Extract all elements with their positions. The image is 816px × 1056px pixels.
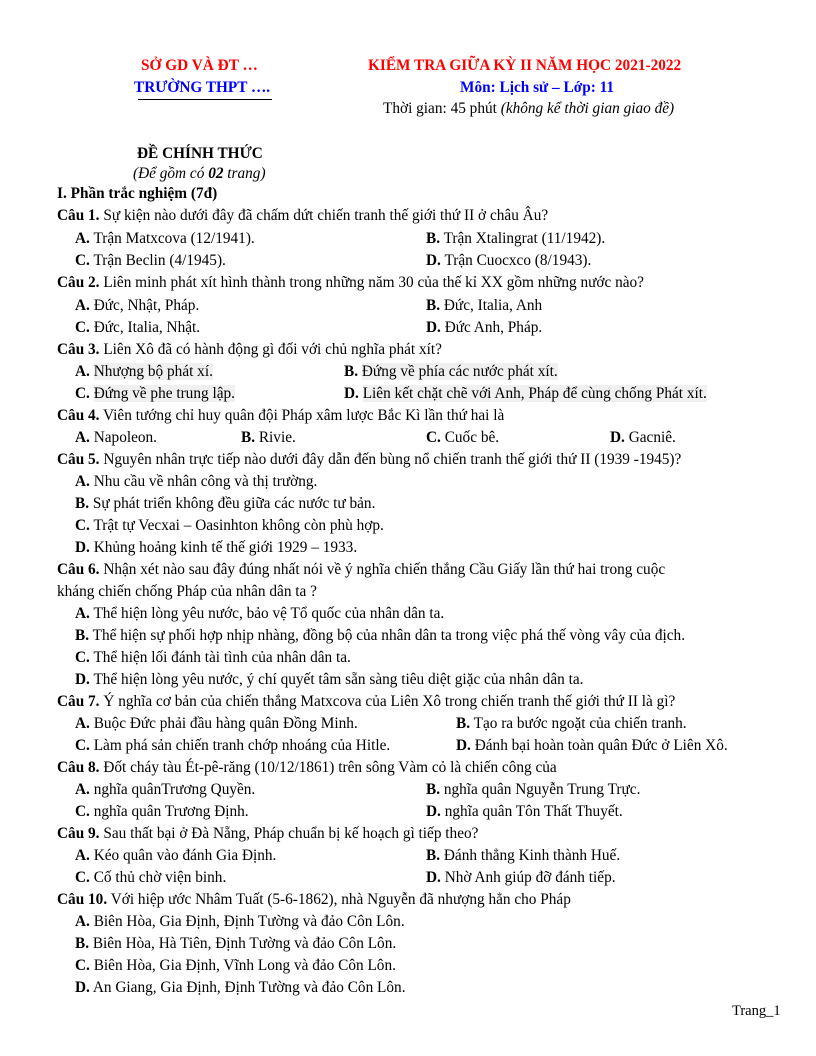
option-text: Napoleon. [93, 429, 157, 446]
option-label: B. [456, 715, 471, 732]
option-label: D. [75, 671, 90, 688]
question-text: Nhận xét nào sau đây đúng nhất nói về ý nghĩa chiến thắng Cầu Giấy lần thứ hai trong cuộc [99, 561, 666, 578]
question-8 [57, 757, 557, 779]
exam-time [383, 101, 674, 116]
option-label: A. [75, 429, 90, 446]
option-label: D. [75, 539, 90, 556]
question-9 [57, 823, 478, 845]
option-text: Cuốc bê. [444, 429, 500, 446]
q4-option-a [75, 427, 157, 449]
question-text: Viên tướng chỉ huy quân đội Pháp xâm lược Bắc Kì lần thứ hai là [99, 407, 505, 424]
option-text: Đức Anh, Pháp. [444, 319, 543, 336]
option-text: Liên kết chặt chẽ với Anh, Pháp để cùng chống Phát xít. [362, 385, 707, 402]
exam-subject: Môn: Lịch sử – Lớp: 11 [460, 79, 615, 96]
q7-option-b [456, 713, 687, 735]
department-name: SỞ GD VÀ ĐT … [141, 57, 258, 74]
option-label: A. [75, 230, 90, 247]
option-label: D. [426, 869, 441, 886]
question-4 [57, 405, 504, 427]
exam-title: KIỂM TRA GIỮA KỲ II NĂM HỌC 2021-2022 [368, 57, 682, 74]
q8-option-d [426, 801, 623, 823]
question-1 [57, 205, 548, 227]
option-text: Đức, Italia, Anh [443, 297, 543, 314]
question-label: Câu 5. [57, 451, 100, 468]
option-text: Buộc Đức phải đầu hàng quân Đồng Minh. [93, 715, 358, 732]
option-text: Đánh thẳng Kinh thành Huế. [443, 847, 621, 864]
q8-option-a [75, 779, 255, 801]
option-label: C. [75, 869, 90, 886]
q6-option-a [75, 603, 444, 625]
question-3 [57, 339, 442, 361]
question-text: Liên Xô đã có hành động gì đối với chủ nghĩa phát xít? [99, 341, 442, 358]
option-label: D. [426, 252, 441, 269]
option-text: Khủng hoảng kinh tế thế giới 1929 – 1933. [93, 539, 358, 556]
option-label: C. [75, 517, 90, 534]
option-text: Thể hiện lòng yêu nước, bảo vệ Tổ quốc của nhân dân ta. [93, 605, 445, 622]
school-name: TRƯỜNG THPT …. [134, 79, 271, 96]
question-text: Liên minh phát xít hình thành trong những năm 30 của thế kỉ XX gồm những nước nào? [99, 274, 644, 291]
option-label: B. [426, 297, 441, 314]
option-text: Nhu cầu về nhân công và thị trường. [93, 473, 318, 490]
option-label: B. [75, 627, 90, 644]
option-label: B. [241, 429, 256, 446]
option-text: Nhượng bộ phát xí. [93, 363, 213, 380]
option-text: Đức, Nhật, Pháp. [93, 297, 200, 314]
option-text: nghĩa quân Trương Định. [93, 803, 249, 820]
q5-option-b [75, 493, 375, 515]
section-title: I. Phần trắc nghiệm (7đ) [57, 185, 218, 202]
page-count-pre: (Để gồm có [133, 165, 209, 182]
official-label: ĐỀ CHÍNH THỨC [137, 145, 263, 162]
q6-option-b [75, 625, 685, 647]
option-label: B. [75, 935, 90, 952]
option-text: Trận Xtalingrat (11/1942). [443, 230, 606, 247]
question-label: Câu 3. [57, 341, 100, 358]
option-label: A. [75, 473, 90, 490]
option-text: An Giang, Gia Định, Định Tường và đảo Côn Lôn. [92, 979, 406, 996]
option-text: Đứng về phía các nước phát xít. [361, 363, 558, 380]
exam-time-note: (không kể thời gian giao đề) [500, 100, 675, 117]
q7-option-d [456, 735, 728, 757]
question-text: Sự kiện nào dưới đây đã chấm dứt chiến tranh thế giới thứ II ở châu Âu? [99, 207, 549, 224]
option-text: Trận Cuocxco (8/1943). [444, 252, 592, 269]
question-label: Câu 9. [57, 825, 100, 842]
question-label: Câu 2. [57, 274, 100, 291]
question-text: Sau thất bại ở Đà Nẵng, Pháp chuẩn bị kế hoạch gì tiếp theo? [99, 825, 479, 842]
question-label: Câu 8. [57, 759, 100, 776]
q1-option-a [75, 228, 255, 250]
exam-time-label: Thời gian: 45 phút [383, 100, 497, 117]
option-label: D. [610, 429, 625, 446]
q7-option-a [75, 713, 358, 735]
q3-option-a [75, 361, 213, 383]
option-text: Đánh bại hoàn toàn quân Đức ở Liên Xô. [474, 737, 728, 754]
question-label: Câu 6. [57, 561, 100, 578]
q9-option-c [75, 867, 226, 889]
option-text: Đứng về phe trung lập. [93, 385, 235, 402]
q5-option-c [75, 515, 384, 537]
q3-option-c [75, 383, 235, 405]
option-text: Biên Hòa, Gia Định, Định Tường và đảo Côn Lôn. [93, 913, 405, 930]
question-label: Câu 10. [57, 891, 108, 908]
question-label: Câu 4. [57, 407, 100, 424]
option-text: Cố thủ chờ viện binh. [93, 869, 227, 886]
option-label: B. [344, 363, 359, 380]
question-6 [57, 559, 665, 581]
option-text: Làm phá sản chiến tranh chớp nhoáng của Hitle. [93, 737, 391, 754]
header-underline [138, 99, 272, 100]
option-label: D. [426, 803, 441, 820]
q2-option-a [75, 295, 199, 317]
option-label: C. [75, 737, 90, 754]
option-label: A. [75, 847, 90, 864]
option-label: A. [75, 781, 90, 798]
q2-option-d [426, 317, 542, 339]
q5-option-a [75, 471, 317, 493]
option-text: Đức, Italia, Nhật. [93, 319, 201, 336]
q9-option-d [426, 867, 616, 889]
option-label: B. [426, 230, 441, 247]
question-text: Nguyên nhân trực tiếp nào dưới đây dẫn đến bùng nổ chiến tranh thế giới thứ II (1939 -1945)? [99, 451, 682, 468]
option-label: C. [75, 649, 90, 666]
option-text: Nhờ Anh giúp đỡ đánh tiếp. [444, 869, 616, 886]
option-label: D. [75, 979, 90, 996]
q10-option-c [75, 955, 396, 977]
option-text: nghĩa quân Nguyễn Trung Trực. [443, 781, 641, 798]
option-label: C. [426, 429, 441, 446]
option-label: D. [456, 737, 471, 754]
page-count-post: trang) [223, 165, 266, 182]
option-text: Trận Beclin (4/1945). [93, 252, 226, 269]
option-text: Biên Hòa, Hà Tiên, Định Tường và đảo Côn Lôn. [92, 935, 397, 952]
q4-option-d [610, 427, 676, 449]
option-label: C. [75, 957, 90, 974]
page-number: Trang_1 [732, 1003, 781, 1019]
q3-option-b [344, 361, 558, 383]
option-label: A. [75, 363, 90, 380]
question-label: Câu 1. [57, 207, 100, 224]
option-text: nghĩa quân Tôn Thất Thuyết. [444, 803, 623, 820]
question-2 [57, 272, 644, 294]
option-label: A. [75, 297, 90, 314]
q1-option-c [75, 250, 226, 272]
q2-option-c [75, 317, 200, 339]
question-10 [57, 889, 571, 911]
option-text: Thể hiện lối đánh tài tình của nhân dân ta. [93, 649, 351, 666]
option-text: Tạo ra bước ngoặt của chiến tranh. [473, 715, 687, 732]
q9-option-b [426, 845, 620, 867]
option-label: B. [426, 781, 441, 798]
option-text: Sự phát triển không đều giữa các nước tư bản. [92, 495, 376, 512]
option-label: B. [426, 847, 441, 864]
q6-option-c [75, 647, 351, 669]
page-count-number: 02 [208, 165, 224, 182]
option-label: C. [75, 252, 90, 269]
q3-option-d [344, 383, 707, 405]
question-label: Câu 7. [57, 693, 100, 710]
option-label: D. [344, 385, 359, 402]
q10-option-a [75, 911, 405, 933]
option-label: A. [75, 715, 90, 732]
q10-option-b [75, 933, 396, 955]
option-text: Rivie. [258, 429, 296, 446]
option-label: A. [75, 605, 90, 622]
option-text: Trận Matxcova (12/1941). [93, 230, 255, 247]
page-count-note [133, 166, 266, 181]
option-text: Trật tự Vecxai – Oasinhton không còn phù hợp. [93, 517, 384, 534]
q10-option-d [75, 977, 406, 999]
q8-option-b [426, 779, 640, 801]
q8-option-c [75, 801, 249, 823]
q6-option-d [75, 669, 583, 691]
question-7 [57, 691, 675, 713]
q7-option-c [75, 735, 390, 757]
q1-option-d [426, 250, 591, 272]
q4-option-b [241, 427, 296, 449]
question-5 [57, 449, 681, 471]
q2-option-b [426, 295, 542, 317]
question-6-continued: kháng chiến chống Pháp của nhân dân ta ? [57, 583, 317, 600]
option-text: Thể hiện lòng yêu nước, ý chí quyết tâm sẵn sàng tiêu diệt giặc của nhân dân ta. [93, 671, 584, 688]
option-text: nghĩa quânTrương Quyền. [93, 781, 256, 798]
question-text: Với hiệp ước Nhâm Tuất (5-6-1862), nhà Nguyễn đã nhượng hẳn cho Pháp [107, 891, 571, 908]
option-label: C. [75, 319, 90, 336]
option-text: Biên Hòa, Gia Định, Vĩnh Long và đảo Côn Lôn. [93, 957, 396, 974]
q9-option-a [75, 845, 276, 867]
option-text: Kéo quân vào đánh Gia Định. [93, 847, 277, 864]
option-text: Thể hiện sự phối hợp nhịp nhàng, đồng bộ của nhân dân ta trong việc phá thế vòng vây của địch. [92, 627, 686, 644]
option-label: B. [75, 495, 90, 512]
question-text: Đốt cháy tàu Ét-pê-răng (10/12/1861) trên sông Vàm cỏ là chiến công của [99, 759, 557, 776]
option-text: Gacniê. [628, 429, 676, 446]
q4-option-c [426, 427, 499, 449]
question-text: Ý nghĩa cơ bản của chiến thắng Matxcova của Liên Xô trong chiến tranh thế giới thứ II là gì? [99, 693, 676, 710]
option-label: C. [75, 803, 90, 820]
q5-option-d [75, 537, 357, 559]
option-label: D. [426, 319, 441, 336]
option-label: C. [75, 385, 90, 402]
option-label: A. [75, 913, 90, 930]
q1-option-b [426, 228, 605, 250]
